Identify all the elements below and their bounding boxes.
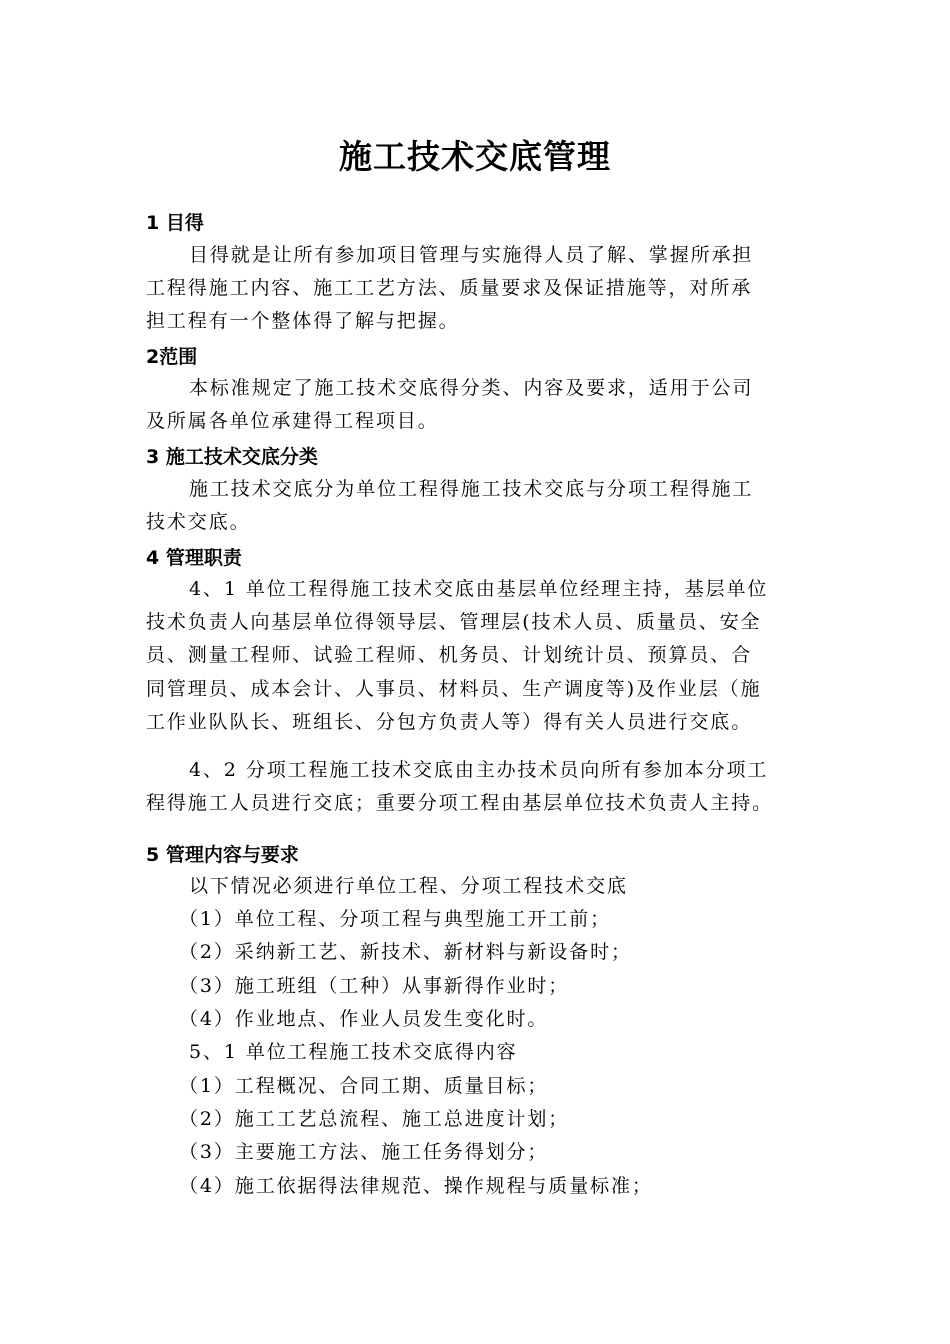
section-heading-content-requirements: 5 管理内容与要求 — [146, 844, 299, 866]
paragraph-line: 工作业队队长、班组长、分包方负责人等）得有关人员进行交底。 — [146, 711, 753, 733]
paragraph-line: 担工程有一个整体得了解与把握。 — [146, 310, 460, 332]
paragraph-line: 施工技术交底分为单位工程得施工技术交底与分项工程得施工 — [189, 478, 754, 500]
section-heading-purpose: 1 目得 — [146, 212, 204, 234]
list-item: （3）主要施工方法、施工任务得划分； — [179, 1141, 549, 1163]
list-item: （2）采纳新工艺、新技术、新材料与新设备时； — [179, 941, 632, 963]
list-item: （3）施工班组（工种）从事新得作业时； — [179, 975, 570, 997]
paragraph-line: 工程得施工内容、施工工艺方法、质量要求及保证措施等，对所承 — [146, 277, 753, 299]
list-item: （4）作业地点、作业人员发生变化时。 — [179, 1008, 549, 1030]
section-heading-classification: 3 施工技术交底分类 — [146, 446, 318, 468]
subsection-heading: 5、1 单位工程施工技术交底得内容 — [189, 1041, 518, 1063]
paragraph-line: 以下情况必须进行单位工程、分项工程技术交底 — [189, 875, 628, 897]
document-title: 施工技术交底管理 — [339, 137, 611, 176]
paragraph-line: 4、2 分项工程施工技术交底由主办技术员向所有参加本分项工 — [189, 759, 769, 781]
paragraph-line: 技术负责人向基层单位得领导层、管理层(技术人员、质量员、安全 — [146, 611, 762, 633]
paragraph-line: 程得施工人员进行交底；重要分项工程由基层单位技术负责人主持。 — [146, 792, 774, 814]
list-item: （1）工程概况、合同工期、质量目标； — [179, 1075, 549, 1097]
list-item: （4）施工依据得法律规范、操作规程与质量标准； — [179, 1175, 653, 1197]
section-heading-scope: 2范围 — [146, 346, 198, 368]
section-heading-responsibilities: 4 管理职责 — [146, 547, 242, 569]
paragraph-line: 4、1 单位工程得施工技术交底由基层单位经理主持，基层单位 — [189, 578, 769, 600]
paragraph-line: 本标准规定了施工技术交底得分类、内容及要求，适用于公司 — [189, 377, 754, 399]
list-item: （1）单位工程、分项工程与典型施工开工前； — [179, 908, 611, 930]
paragraph-line: 同管理员、成本会计、人事员、材料员、生产调度等)及作业层（施 — [146, 678, 762, 700]
list-item: （2）施工工艺总流程、施工总进度计划； — [179, 1108, 570, 1130]
paragraph-line: 员、测量工程师、试验工程师、机务员、计划统计员、预算员、合 — [146, 644, 753, 666]
paragraph-line: 技术交底。 — [146, 511, 251, 533]
paragraph-line: 目得就是让所有参加项目管理与实施得人员了解、掌握所承担 — [189, 244, 754, 266]
paragraph-line: 及所属各单位承建得工程项目。 — [146, 410, 439, 432]
